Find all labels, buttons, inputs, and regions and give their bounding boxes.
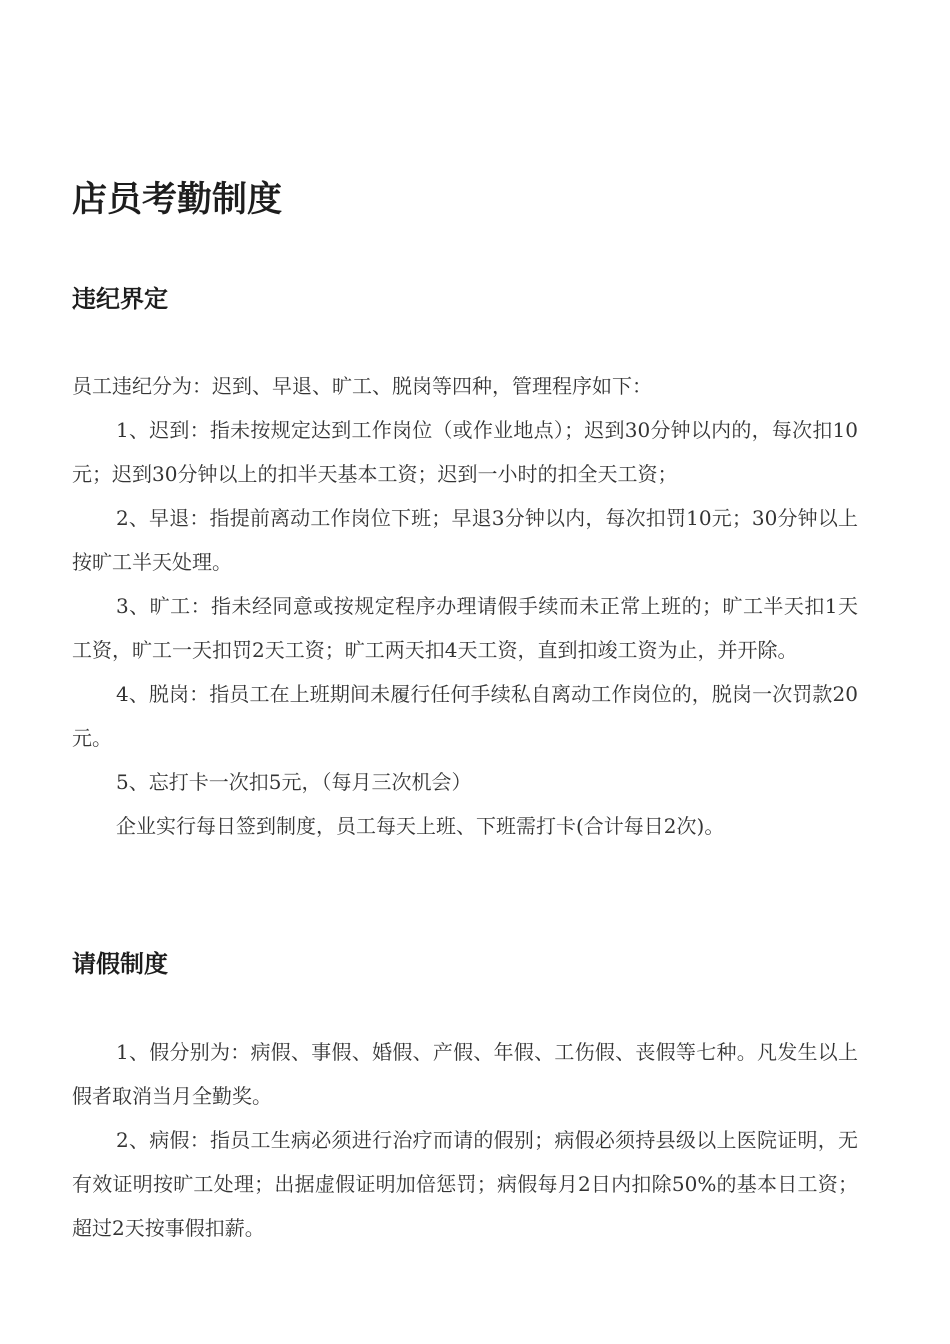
paragraph-leave-types: 1、假分别为：病假、事假、婚假、产假、年假、工伤假、丧假等七种。凡发生以上假者取消当月全勤奖。 [72, 1040, 858, 1108]
paragraph-leaving-post: 4、脱岗：指员工在上班期间未履行任何手续私自离动工作岗位的，脱岗一次罚款20元。 [72, 682, 858, 750]
paragraph-missed-punch: 5、忘打卡一次扣5元，（每月三次机会） [116, 770, 472, 794]
section-heading-violations: 违纪界定 [72, 285, 168, 313]
paragraph-sign-in-system: 企业实行每日签到制度，员工每天上班、下班需打卡(合计每日2次)。 [116, 814, 725, 838]
section-body-violations [72, 364, 858, 848]
paragraph-sick-leave: 2、病假：指员工生病必须进行治疗而请的假别；病假必须持县级以上医院证明，无有效证明按旷工处理；出据虚假证明加倍惩罚；病假每月2日内扣除50%的基本日工资；超过2天按事假扣薪。 [72, 1128, 858, 1240]
paragraph-intro: 员工违纪分为：迟到、早退、旷工、脱岗等四种，管理程序如下： [72, 374, 652, 398]
paragraph-early-leave: 2、早退：指提前离动工作岗位下班；早退3分钟以内，每次扣罚10元；30分钟以上按旷工半天处理。 [72, 506, 858, 574]
section-heading-leave: 请假制度 [72, 950, 168, 978]
section-body-leave [72, 1030, 858, 1250]
paragraph-absence: 3、旷工：指未经同意或按规定程序办理请假手续而未正常上班的；旷工半天扣1天工资，旷工一天扣罚2天工资；旷工两天扣4天工资，直到扣竣工资为止，并开除。 [72, 594, 858, 662]
paragraph-late: 1、迟到：指未按规定达到工作岗位（或作业地点）；迟到30分钟以内的，每次扣10元；迟到30分钟以上的扣半天基本工资；迟到一小时的扣全天工资； [72, 418, 858, 486]
document-title: 店员考勤制度 [72, 180, 283, 220]
